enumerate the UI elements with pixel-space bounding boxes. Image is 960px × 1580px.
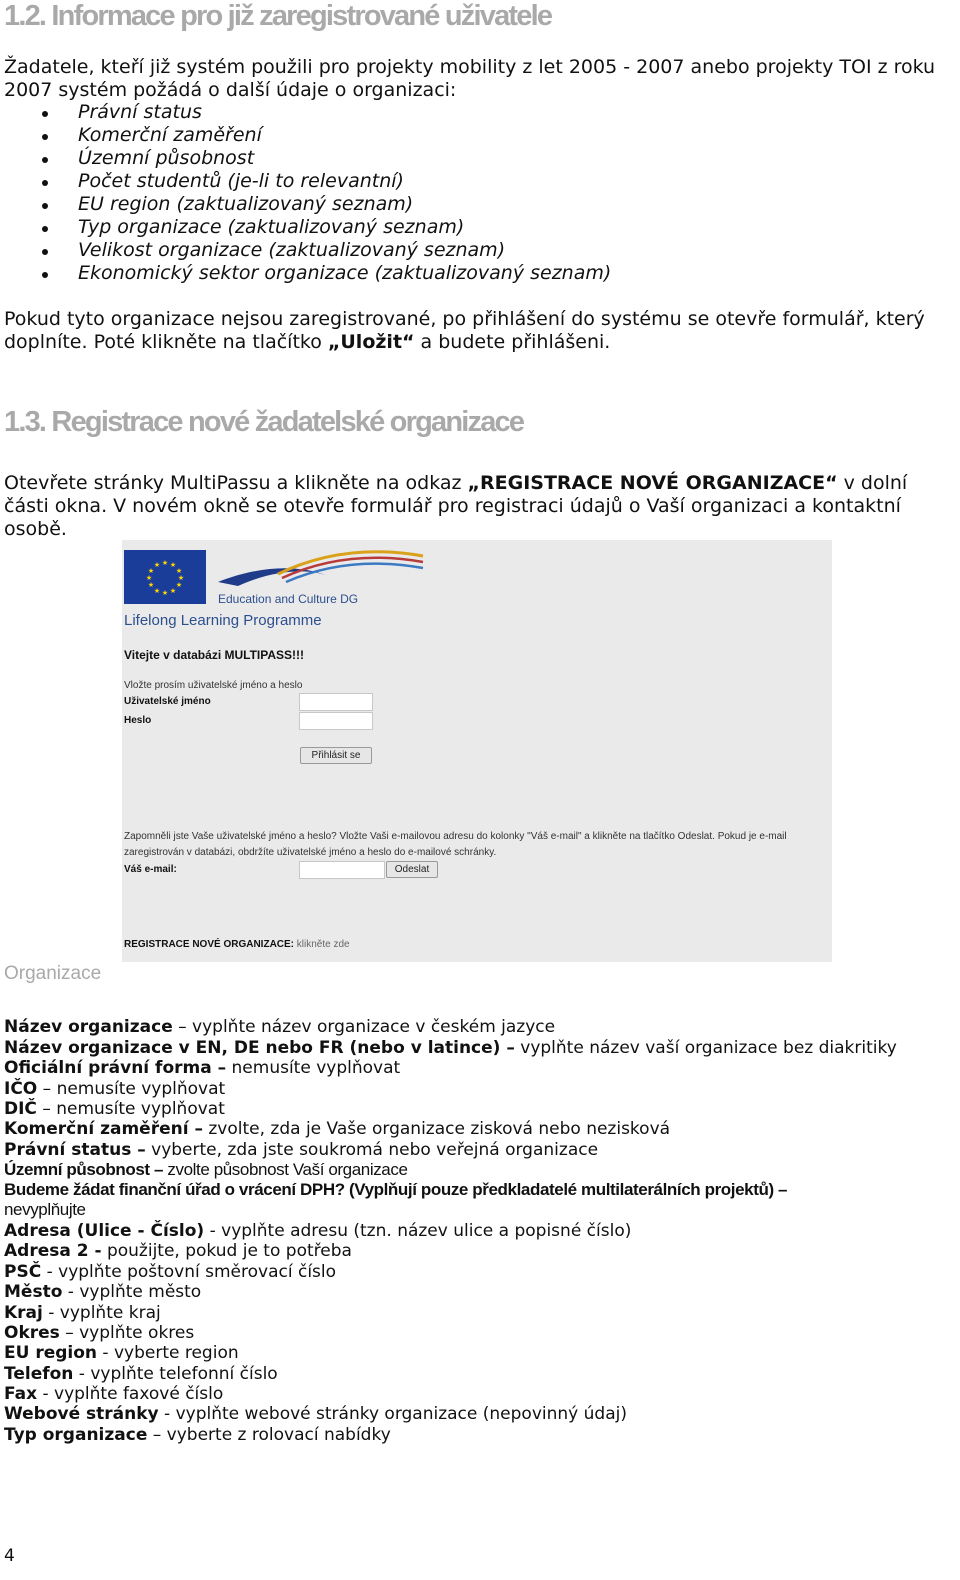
field-instruction: – vyplňte název organizace v českém jazyce [172,1017,556,1037]
field-name: Komerční zaměření – [4,1119,203,1139]
username-label: Uživatelské jméno [124,696,211,707]
field-description-line [4,1282,201,1302]
field-description-line [4,1058,400,1078]
field-name: IČO [4,1079,38,1099]
field-description-line [4,1425,391,1445]
field-instruction: - vyplňte adresu (tzn. název ulice a popisné číslo) [204,1221,632,1241]
field-name: Kraj [4,1303,43,1323]
field-name: Název organizace [4,1017,173,1037]
bullet-text: Komerční zaměření [78,124,262,146]
bullet-dot-icon [42,111,48,117]
llp-label: Lifelong Learning Programme [124,612,322,629]
field-description-line [4,1119,670,1139]
field-instruction: – nemusíte vyplňovat [37,1079,226,1099]
field-name: Územní působnost – [4,1160,164,1179]
field-instruction: použijte, pokud je to potřeba [101,1241,352,1261]
field-instruction: zvolte působnost Vaší organizace [163,1160,408,1179]
field-name: Město [4,1282,63,1302]
info-bullet-list [0,101,611,285]
welcome-heading: Vitejte v databázi MULTIPASS!!! [124,648,305,662]
field-instruction: – vyplňte okres [59,1323,195,1343]
login-prompt: Vložte prosím uživatelské jméno a heslo [124,680,303,691]
field-description-line [4,1364,278,1384]
field-name: Okres [4,1323,60,1343]
field-name: DIČ [4,1099,37,1119]
paragraph-text: Pokud tyto organizace nejsou zaregistrované, po přihlášení do systému se otevře formulář, který doplníte. Poté klikněte na tlačítko [4,308,925,353]
field-instruction: - vyplňte kraj [42,1303,161,1323]
login-button[interactable]: Přihlásit se [300,747,372,764]
bullet-item [0,147,611,170]
paragraph-text: v dolní části okna. V novém okně se otevře formulář pro registraci údajů o Vaší organizaci a kontaktní osobě. [4,472,908,540]
field-description-line [4,1200,86,1220]
svg-text:★: ★ [161,589,169,597]
svg-text:★: ★ [147,567,155,575]
bullet-item [0,239,611,262]
organizace-heading: Organizace [4,963,102,984]
field-instruction: nevyplňujte [4,1200,86,1219]
field-name: Telefon [4,1364,74,1384]
paragraph-text: Otevřete stránky MultiPassu a klikněte na odkaz [4,472,468,494]
field-description-line [4,1140,598,1160]
field-description-line [4,1221,631,1241]
bullet-dot-icon [42,249,48,255]
field-name: Typ organizace [4,1425,148,1445]
bullet-dot-icon [42,180,48,186]
field-instruction: nemusíte vyplňovat [226,1058,401,1078]
svg-text:★: ★ [175,581,183,589]
field-description-line [4,1038,897,1058]
field-instruction: – vyberte z rolovací nabídky [147,1425,391,1445]
field-instruction: - vyplňte poštovní směrovací číslo [41,1262,337,1282]
svg-text:★: ★ [161,559,169,567]
field-description-line [4,1017,555,1037]
email-input[interactable] [299,861,385,879]
field-instruction: - vyplňte město [62,1282,202,1302]
field-description-line [4,1262,336,1282]
field-name: Oficiální právní forma – [4,1058,227,1078]
field-description-line [4,1180,787,1200]
paragraph-text: a budete přihlášeni. [414,331,611,353]
bullet-item [0,124,611,147]
field-instruction: vyplňte název vaší organizace bez diakritiky [514,1038,897,1058]
field-instruction: vyberte, zda jste soukromá nebo veřejná organizace [145,1140,599,1160]
bullet-dot-icon [42,203,48,209]
forgot-text-line-1: Zapomněli jste Vaše uživatelské jméno a heslo? Vložte Vaši e-mailovou adresu do kolonky "Váš e-mail" a klikněte na tlačítko Odeslat. Pokud je e-mail [124,831,787,842]
section-heading-1-2: 1.2. Informace pro již zaregistrované uživatele [4,0,552,32]
username-input[interactable] [299,693,373,711]
bullet-text: Územní působnost [78,147,255,169]
field-description-line [4,1099,225,1119]
bullet-text: EU region (zaktualizovaný seznam) [78,193,414,215]
svg-text:★: ★ [177,574,185,582]
field-name: Budeme žádat finanční úřad o vrácení DPH? (Vyplňují pouze předkladatelé multilaterálních projektů) – [4,1180,788,1199]
field-description-line [4,1303,161,1323]
bullet-text: Typ organizace (zaktualizovaný seznam) [78,216,465,238]
bullet-item [0,193,611,216]
svg-text:★: ★ [169,561,177,569]
svg-text:★: ★ [169,587,177,595]
svg-text:★: ★ [153,561,161,569]
field-description-line [4,1384,223,1404]
field-name: EU region [4,1343,98,1363]
field-description-line [4,1404,627,1424]
eu-flag-icon [124,550,206,604]
field-name: Webové stránky [4,1404,159,1424]
bullet-dot-icon [42,134,48,140]
field-instruction: - vyplňte telefonní číslo [73,1364,278,1384]
intro-paragraph: Žadatele, kteří již systém použili pro projekty mobility z let 2005 - 2007 anebo projekty TOI z roku 2007 systém požádá o další údaje o organizaci: [4,56,936,101]
field-description-line [4,1079,225,1099]
field-description-line [4,1343,239,1363]
field-description-line [4,1241,352,1261]
svg-text:★: ★ [147,581,155,589]
email-label: Váš e-mail: [124,864,177,875]
svg-text:★: ★ [175,567,183,575]
bullet-text: Počet studentů (je-li to relevantní) [78,170,404,192]
page-number: 4 [4,1546,15,1566]
bullet-text: Ekonomický sektor organizace (zaktualizovaný seznam) [78,262,612,284]
bullet-item [0,101,611,124]
registration-paragraph [4,472,956,541]
multipass-login-screenshot [122,540,832,962]
field-description-line [4,1160,408,1180]
bullet-item [0,262,611,285]
unregistered-paragraph [4,308,956,354]
field-description-line [4,1323,194,1343]
svg-text:★: ★ [145,574,153,582]
field-name: Právní status – [4,1140,146,1160]
field-instruction: - vyplňte webové stránky organizace (nepovinný údaj) [158,1404,627,1424]
field-name: Adresa 2 - [4,1241,102,1261]
register-click-here[interactable]: klikněte zde [294,939,350,950]
field-instruction: - vyplňte faxové číslo [37,1384,224,1404]
registration-link-name: „REGISTRACE NOVÉ ORGANIZACE“ [467,472,838,494]
field-name: Název organizace v EN, DE nebo FR (nebo v latince) – [4,1038,515,1058]
field-name: PSČ [4,1262,42,1282]
bullet-text: Právní status [78,101,202,123]
register-new-org-link[interactable] [124,939,350,950]
dg-label: Education and Culture DG [218,592,359,606]
section-heading-1-3: 1.3. Registrace nové žadatelské organizace [4,406,524,438]
send-button[interactable]: Odeslat [386,861,438,878]
field-instruction: – nemusíte vyplňovat [36,1099,225,1119]
field-name: Fax [4,1384,38,1404]
field-instruction: - vyberte region [97,1343,239,1363]
password-label: Heslo [124,715,152,726]
bullet-text: Velikost organizace (zaktualizovaný seznam) [78,239,506,261]
save-button-name: „Uložit“ [327,331,415,353]
register-label: REGISTRACE NOVÉ ORGANIZACE: [124,939,295,950]
bullet-dot-icon [42,157,48,163]
password-input[interactable] [299,712,373,730]
bullet-dot-icon [42,226,48,232]
bullet-item [0,216,611,239]
svg-text:★: ★ [153,587,161,595]
bullet-dot-icon [42,272,48,278]
bullet-item [0,170,611,193]
field-name: Adresa (Ulice - Číslo) [4,1221,205,1241]
field-instruction: zvolte, zda je Vaše organizace zisková nebo nezisková [202,1119,671,1139]
forgot-text-line-2: zaregistrován v databázi, obdržíte uživatelské jméno a heslo do e-mailové schránky. [124,847,497,858]
